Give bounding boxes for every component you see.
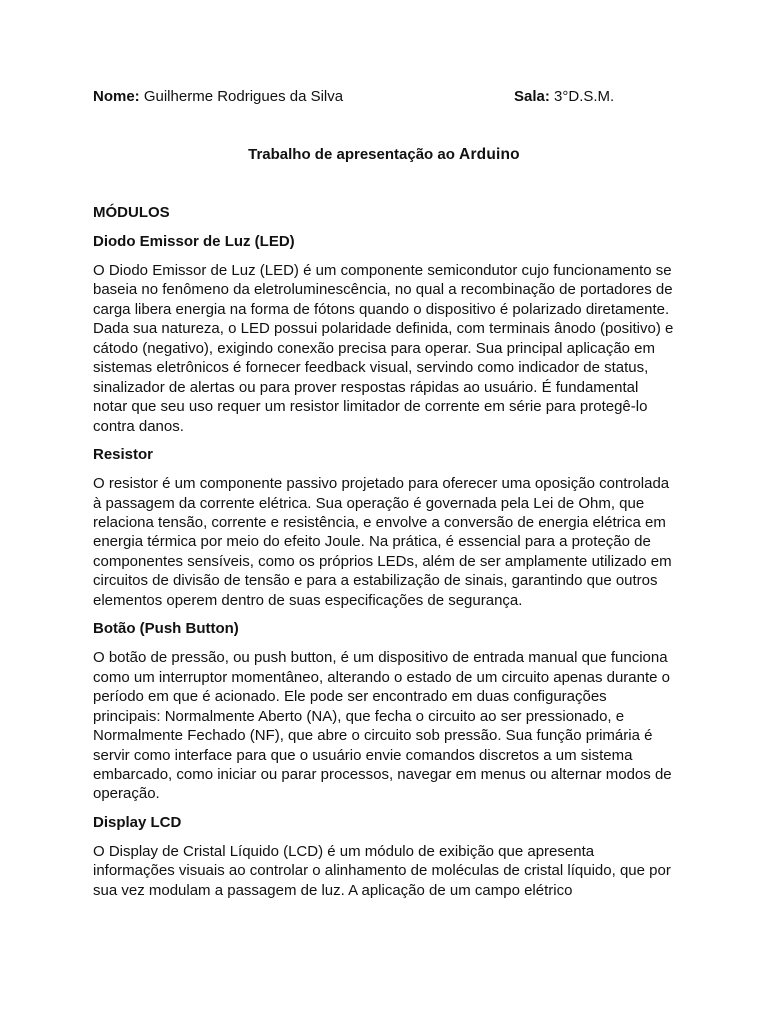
student-name [93,87,343,107]
document-content [93,203,675,909]
section-body: O Diodo Emissor de Luz (LED) é um componente semicondutor cujo funcionamento se baseia no fenômeno da eletroluminescência, no qual a recombinação de portadores de carga libera energia na forma de fótons quando o dispositivo é polarizado diretamente. Dada sua natureza, o LED possui polaridade definida, com terminais ânodo (positivo) e cátodo (negativo), exigindo conexão precisa para operar. Sua principal aplicação em sistemas eletrônicos é fornecer feedback visual, servindo como indicador de status, sinalizador de alertas ou para prover respostas rápidas ao usuário. É fundamental notar que seu uso requer um resistor limitador de corrente em série para protegê-lo contra danos. [93,262,674,435]
section-body: O resistor é um componente passivo projetado para oferecer uma oposição controlada à passagem da corrente elétrica. Sua operação é governada pela Lei de Ohm, que relaciona tensão, corrente e resistência, e envolve a conversão de energia elétrica em energia térmica por meio do efeito Joule. Na prática, é essencial para a proteção de componentes sensíveis, como os próprios LEDs, além de ser amplamente utilizado em circuitos de divisão de tensão e para a estabilização de sinais, garantindo que outros elementos operem dentro de suas especificações de segurança. [93,475,672,609]
section-title: Resistor [93,446,154,464]
section-title: Botão (Push Button) [93,620,239,638]
name-value: Guilherme Rodrigues da Silva [143,88,344,105]
section-resistor [93,445,675,610]
title-prefix: Trabalho de apresentação ao [248,146,455,163]
section-push-button [93,619,675,804]
title-accent: Arduino [459,146,520,163]
student-room [514,87,614,107]
section-body: O botão de pressão, ou push button, é um dispositivo de entrada manual que funciona como um interruptor momentâneo, alterando o estado de um circuito apenas durante o período em que é acionado. Ele pode ser encontrado em duas configurações principais: Normalmente Aberto (NA), que fecha o circuito ao ser pressionado, e Normalmente Fechado (NF), que abre o circuito sob pressão. Sua função primária é servir como interface para que o usuário envie comandos discretos a um sistema embarcado, como iniciar ou parar processos, navegar em menus ou alternar modos de operação. [93,649,672,803]
section-body: O Display de Cristal Líquido (LCD) é um módulo de exibição que apresenta informações visuais ao controlar o alinhamento de moléculas de cristal líquido, que por sua vez modulam a passagem de luz. A aplicação de um campo elétrico [93,842,671,899]
section-display-lcd [93,813,675,900]
student-header [93,87,683,107]
name-label: Nome: [93,88,140,105]
modules-heading: MÓDULOS [93,204,170,221]
section-led [93,232,675,436]
document-title [93,145,675,165]
room-value: 3°D.S.M. [554,88,615,105]
section-title: Diodo Emissor de Luz (LED) [93,233,295,250]
section-title: Display LCD [93,813,182,831]
room-label: Sala: [514,88,550,105]
